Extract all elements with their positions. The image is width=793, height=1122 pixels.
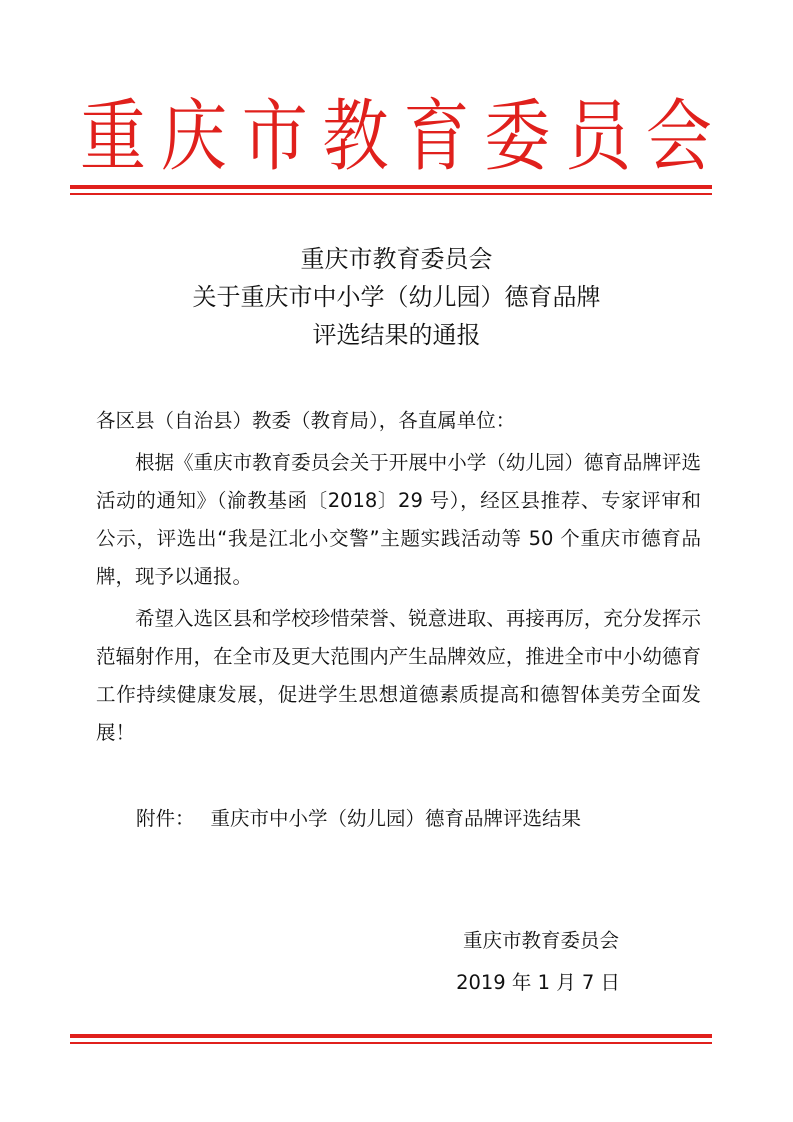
attachment-label: 附件： — [136, 807, 195, 830]
masthead-char: 市 — [241, 90, 308, 182]
document-title — [60, 240, 733, 354]
body-paragraph-2: 希望入选区县和学校珍惜荣誉、锐意进取、再接再厉，充分发挥示范辐射作用，在全市及更大范围内产生品牌效应，推进全市中小幼德育工作持续健康发展，促进学生思想道德素质提高和德智体美劳全面发展！ — [96, 607, 701, 744]
footer-divider-thick — [70, 1034, 712, 1038]
salutation: 各区县（自治县）教委（教育局），各直属单位： — [96, 409, 516, 432]
title-line-3: 评选结果的通报 — [312, 321, 481, 349]
masthead-char: 重 — [80, 90, 146, 182]
masthead-char: 会 — [645, 90, 712, 182]
red-masthead — [80, 92, 712, 182]
attachment-line — [136, 800, 581, 838]
issuer-signature: 重庆市教育委员会 — [462, 929, 619, 952]
masthead-char: 委 — [484, 90, 551, 182]
issue-date: 2019 年 1 月 7 日 — [456, 971, 620, 994]
masthead-char: 育 — [403, 90, 470, 182]
title-line-2: 关于重庆市中小学（幼儿园）德育品牌 — [192, 283, 601, 311]
attachment-title: 重庆市中小学（幼儿园）德育品牌评选结果 — [210, 807, 582, 830]
masthead-char: 庆 — [160, 90, 227, 182]
footer-divider-thin — [70, 1042, 712, 1044]
title-line-1: 重庆市教育委员会 — [300, 245, 493, 273]
masthead-char: 教 — [322, 90, 389, 182]
body-paragraph-1: 根据《重庆市教育委员会关于开展中小学（幼儿园）德育品牌评选活动的通知》（渝教基函〔2018〕29 号），经区县推荐、专家评审和公示，评选出“我是江北小交警”主题实践活动等 50 个重庆市德育品牌，现予以通报。 — [96, 451, 701, 588]
masthead-divider-thin — [70, 193, 712, 195]
masthead-char: 员 — [565, 90, 632, 182]
masthead-divider-thick — [70, 185, 712, 189]
